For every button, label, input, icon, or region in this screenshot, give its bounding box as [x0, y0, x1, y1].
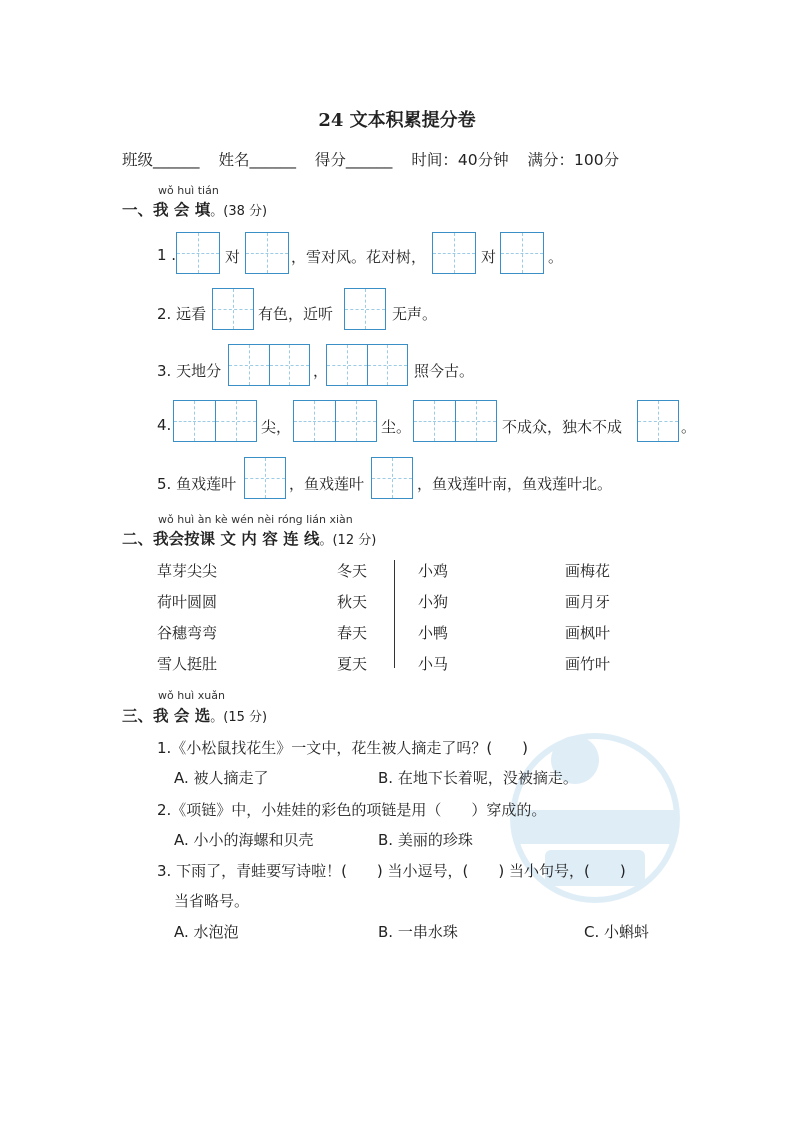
full-score-field: 满分：100分 [527, 151, 620, 169]
fill-q5-text: 5. 鱼戏莲叶 [157, 475, 237, 493]
answer-box[interactable] [500, 232, 544, 274]
section-2-heading [122, 527, 376, 549]
match-left-item[interactable]: 雪人挺肚 [157, 655, 218, 673]
fill-q3-text: ， [313, 362, 329, 380]
answer-box[interactable] [344, 288, 386, 330]
choose-q3-continued: 当省略号。 [174, 892, 250, 910]
match-left-item[interactable]: 谷穗弯弯 [157, 624, 218, 642]
section-2-score: 。(12 分) [319, 533, 377, 548]
fill-q3-text: 3. 天地分 [157, 362, 222, 380]
fill-q5-text: ，鱼戏莲叶 [289, 475, 365, 493]
match-right-animal[interactable]: 小鸭 [418, 624, 449, 642]
fill-q1-number: 1 . [157, 246, 177, 264]
choose-q2-option-b[interactable]: B. 美丽的珍珠 [378, 831, 473, 849]
choose-q1: 1.《小松鼠找花生》一文中，花生被人摘走了吗？( ) [157, 739, 529, 757]
answer-box[interactable] [637, 400, 679, 442]
answer-box[interactable] [176, 232, 220, 274]
section-2-pinyin: wǒ huì àn kè wén nèi róng lián xiàn [158, 513, 353, 526]
choose-q3: 3. 下雨了，青蛙要写诗啦！( ) 当小逗号，( ) 当小句号，( ) [157, 862, 626, 880]
fill-q3-text: 照今古。 [414, 362, 475, 380]
choose-q2-option-a[interactable]: A. 小小的海螺和贝壳 [174, 831, 314, 849]
answer-box[interactable] [212, 288, 254, 330]
answer-box[interactable] [432, 232, 476, 274]
page-title: 24 文本积累提分卷 [318, 110, 476, 131]
answer-box[interactable] [413, 400, 497, 442]
match-left-item[interactable]: 草芽尖尖 [157, 562, 218, 580]
fill-q2-text: 无声。 [392, 305, 438, 323]
choose-q2: 2.《项链》中，小娃娃的彩色的项链是用（ ）穿成的。 [157, 801, 547, 819]
fill-q1-text: 对 [225, 248, 241, 266]
section-1-score: 。(38 分) [210, 204, 268, 219]
match-divider [394, 560, 395, 668]
fill-q4-text: 4. [157, 416, 172, 434]
fill-q4-text: 尖， [261, 418, 292, 436]
section-1-label: 一、我 会 填 [122, 201, 211, 219]
fill-q4-text: 尘。 [381, 418, 412, 436]
answer-box[interactable] [371, 457, 413, 499]
answer-box[interactable] [245, 232, 289, 274]
match-right-animal[interactable]: 小鸡 [418, 562, 449, 580]
section-3-score: 。(15 分) [210, 710, 268, 725]
section-3-pinyin: wǒ huì xuǎn [158, 689, 225, 702]
match-left-item[interactable]: 荷叶圆圆 [157, 593, 218, 611]
choose-q3-option-c[interactable]: C. 小蝌蚪 [584, 923, 650, 941]
choose-q1-option-b[interactable]: B. 在地下长着呢，没被摘走。 [378, 769, 578, 787]
fill-q2-text: 有色，近听 [258, 305, 334, 323]
match-left-season[interactable]: 秋天 [337, 593, 368, 611]
match-left-season[interactable]: 冬天 [337, 562, 368, 580]
section-1-pinyin: wǒ huì tián [158, 184, 219, 197]
answer-box[interactable] [173, 400, 257, 442]
section-3-label: 三、我 会 选 [122, 707, 211, 725]
section-2-label: 二、我会按课 文 内 容 连 线 [122, 530, 320, 548]
match-right-animal[interactable]: 小马 [418, 655, 449, 673]
fill-q1-text: ，雪对风。花对树， [291, 248, 427, 266]
info-line [122, 148, 633, 170]
fill-q4-text: 。 [681, 418, 697, 436]
match-right-animal[interactable]: 小狗 [418, 593, 449, 611]
class-field: 班级______ [122, 151, 200, 169]
choose-q1-option-a[interactable]: A. 被人摘走了 [174, 769, 269, 787]
time-field: 时间：40分钟 [411, 151, 509, 169]
match-right-drawing[interactable]: 画梅花 [565, 562, 611, 580]
answer-box[interactable] [326, 344, 408, 386]
choose-q3-option-a[interactable]: A. 水泡泡 [174, 923, 239, 941]
fill-q1-text: 对 [481, 248, 497, 266]
match-right-drawing[interactable]: 画竹叶 [565, 655, 611, 673]
answer-box[interactable] [244, 457, 286, 499]
choose-q3-option-b[interactable]: B. 一串水珠 [378, 923, 458, 941]
fill-q5-text: ，鱼戏莲叶南，鱼戏莲叶北。 [417, 475, 613, 493]
match-right-drawing[interactable]: 画枫叶 [565, 624, 611, 642]
fill-q4-text: 不成众，独木不成 [502, 418, 623, 436]
answer-box[interactable] [228, 344, 310, 386]
match-left-season[interactable]: 春天 [337, 624, 368, 642]
match-right-drawing[interactable]: 画月牙 [565, 593, 611, 611]
section-3-heading [122, 704, 267, 726]
name-field: 姓名______ [218, 151, 296, 169]
match-left-season[interactable]: 夏天 [337, 655, 368, 673]
section-1-heading [122, 198, 267, 220]
answer-box[interactable] [293, 400, 377, 442]
fill-q1-text: 。 [548, 248, 564, 266]
score-field: 得分______ [314, 151, 393, 169]
fill-q2-text: 2. 远看 [157, 305, 207, 323]
